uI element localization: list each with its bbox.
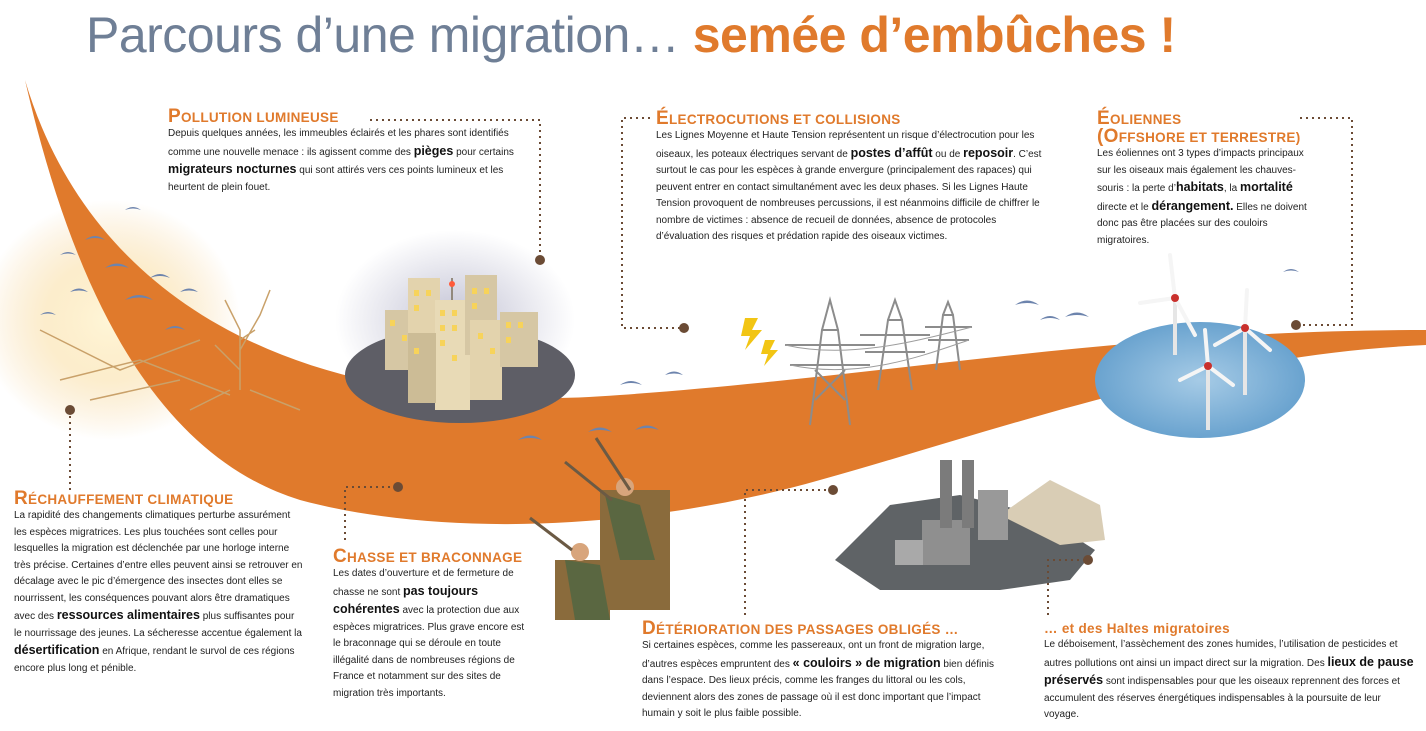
section-text xyxy=(642,638,1014,723)
section-pollution xyxy=(168,108,540,196)
text-emphasis: reposoir xyxy=(963,145,1014,160)
section-chasse xyxy=(333,548,529,702)
section-heading: CHASSE ET BRACONNAGE xyxy=(333,546,523,567)
text-run: ou de xyxy=(932,148,964,160)
text-emphasis: ressources alimentaires xyxy=(56,608,200,622)
text-emphasis: mortalité xyxy=(1240,180,1293,194)
text-emphasis: habitats xyxy=(1175,180,1224,194)
section-haltes xyxy=(1044,620,1416,724)
section-text xyxy=(333,566,529,702)
section-eoliennes xyxy=(1097,110,1319,249)
industrial-site-illustration xyxy=(835,460,1105,590)
text-emphasis: désertification xyxy=(14,643,100,657)
text-run: en Afrique, rendant le survol de ces régions encore plus long et pénible. xyxy=(14,646,295,674)
text-run: Elles ne doivent donc pas être placées sur des couloirs migratoires. xyxy=(1097,201,1307,246)
wind-turbines-illustration xyxy=(1095,255,1305,438)
section-heading: RÉCHAUFFEMENT CLIMATIQUE xyxy=(14,488,234,509)
section-heading: … et des Haltes migratoires xyxy=(1044,621,1230,636)
section-text xyxy=(168,126,540,196)
text-run: qui sont attirés vers ces points lumineux et les heurtent de plein fouet. xyxy=(168,165,504,193)
text-run: pour certains xyxy=(453,146,514,158)
section-text xyxy=(1097,146,1319,249)
text-run: Depuis quelques années, les immeubles éclairés et les phares sont identifiés comme une nouvelle menace : ils agissent comme des xyxy=(168,128,509,158)
title-part2: semée d’embûches ! xyxy=(692,7,1176,63)
section-deterioration xyxy=(642,620,1014,723)
text-run: Le déboisement, l’assèchement des zones humides, l’utilisation de pesticides et autres pollutions ont ainsi un impact direct sur la migration. Des xyxy=(1044,639,1398,669)
text-emphasis: pièges xyxy=(413,143,454,158)
text-emphasis: lieux de pause préservés xyxy=(1044,654,1414,687)
section-text xyxy=(1044,637,1416,724)
text-emphasis: dérangement. xyxy=(1151,198,1234,213)
text-emphasis: pas toujours cohérentes xyxy=(333,583,479,616)
text-run: directe et le xyxy=(1097,201,1152,213)
section-heading: DÉTÉRIORATION DES PASSAGES OBLIGÉS … xyxy=(642,618,959,639)
text-run: bien définis dans l’espace. Des lieux précis, comme les franges du littoral ou les cols, deviennent alors des zones de passage où il est donc important que l’impact humain y soit le plus faible possible. xyxy=(642,658,994,719)
text-run: avec la protection due aux espèces migratrices. Plus grave encore est le braconnage qui se déroule en toute illégalité dans de nombreuses régions de France et notamment sur des sites de migration très importants. xyxy=(333,605,525,699)
section-heading: POLLUTION LUMINEUSE xyxy=(168,106,339,127)
text-run: . C’est surtout le cas pour les espèces à grande envergure (principalement des rapaces) qui peuvent entrer en contact simultanément avec les deux phases. Si les Lignes Haute Tension provoquent de nombreuses percussions, il est néanmoins difficile de chiffrer le nombre de victimes : absence de recueil de données, absence de protocoles d’évaluation des risques et prédation rapide des oiseaux victimes. xyxy=(656,148,1042,242)
section-subheading: (OFFSHORE ET TERRESTRE) xyxy=(1097,126,1301,147)
text-emphasis: postes d’affût xyxy=(850,145,933,160)
text-run: , la xyxy=(1223,183,1240,194)
section-text xyxy=(656,128,1048,246)
section-rechauffement xyxy=(14,490,304,677)
title-part1: Parcours d’une migration… xyxy=(86,7,680,63)
text-run: Les dates d’ouverture et de fermeture de chasse ne sont xyxy=(333,568,514,598)
section-heading: ÉLECTROCUTIONS ET COLLISIONS xyxy=(656,108,901,129)
text-run: sont indispensables pour que les oiseaux reprennent des forces et accumulent des réserves énergétiques indispensables à la poursuite de leur voyage. xyxy=(1044,676,1400,720)
text-emphasis: migrateurs nocturnes xyxy=(168,162,297,176)
text-emphasis: « couloirs » de migration xyxy=(792,655,941,670)
section-text xyxy=(14,508,304,677)
text-run: Si certaines espèces, comme les passereaux, ont un front de migration large, d’autres espèces empruntent des xyxy=(642,640,985,670)
page-title xyxy=(86,6,1176,64)
lightning-icon xyxy=(741,318,778,366)
text-run: La rapidité des changements climatiques perturbe assurément les espèces migratrices. Les plus touchées sont celles pour lesquelles la migration est déclenchée par une horloge interne très précise. Certaines d’entre elles peuvent ainsi se retrouver en décalage avec le pic d’émergence des insectes dont elles se nourrissent, les conséquences pouvant alors être dramatiques avec des xyxy=(14,510,303,622)
section-heading: ÉOLIENNES xyxy=(1097,108,1182,129)
section-electrocutions xyxy=(656,110,1048,246)
text-run: Les Lignes Moyenne et Haute Tension représentent un risque d’électrocution pour les oiseaux, les poteaux électriques servant de xyxy=(656,130,1035,160)
text-run: plus suffisantes pour le nourrissage des jeunes. La sécheresse accentue également la xyxy=(14,611,302,639)
text-run: Les éoliennes ont 3 types d’impacts principaux sur les oiseaux mais également les chauves-souris : la perte d’ xyxy=(1097,148,1304,194)
